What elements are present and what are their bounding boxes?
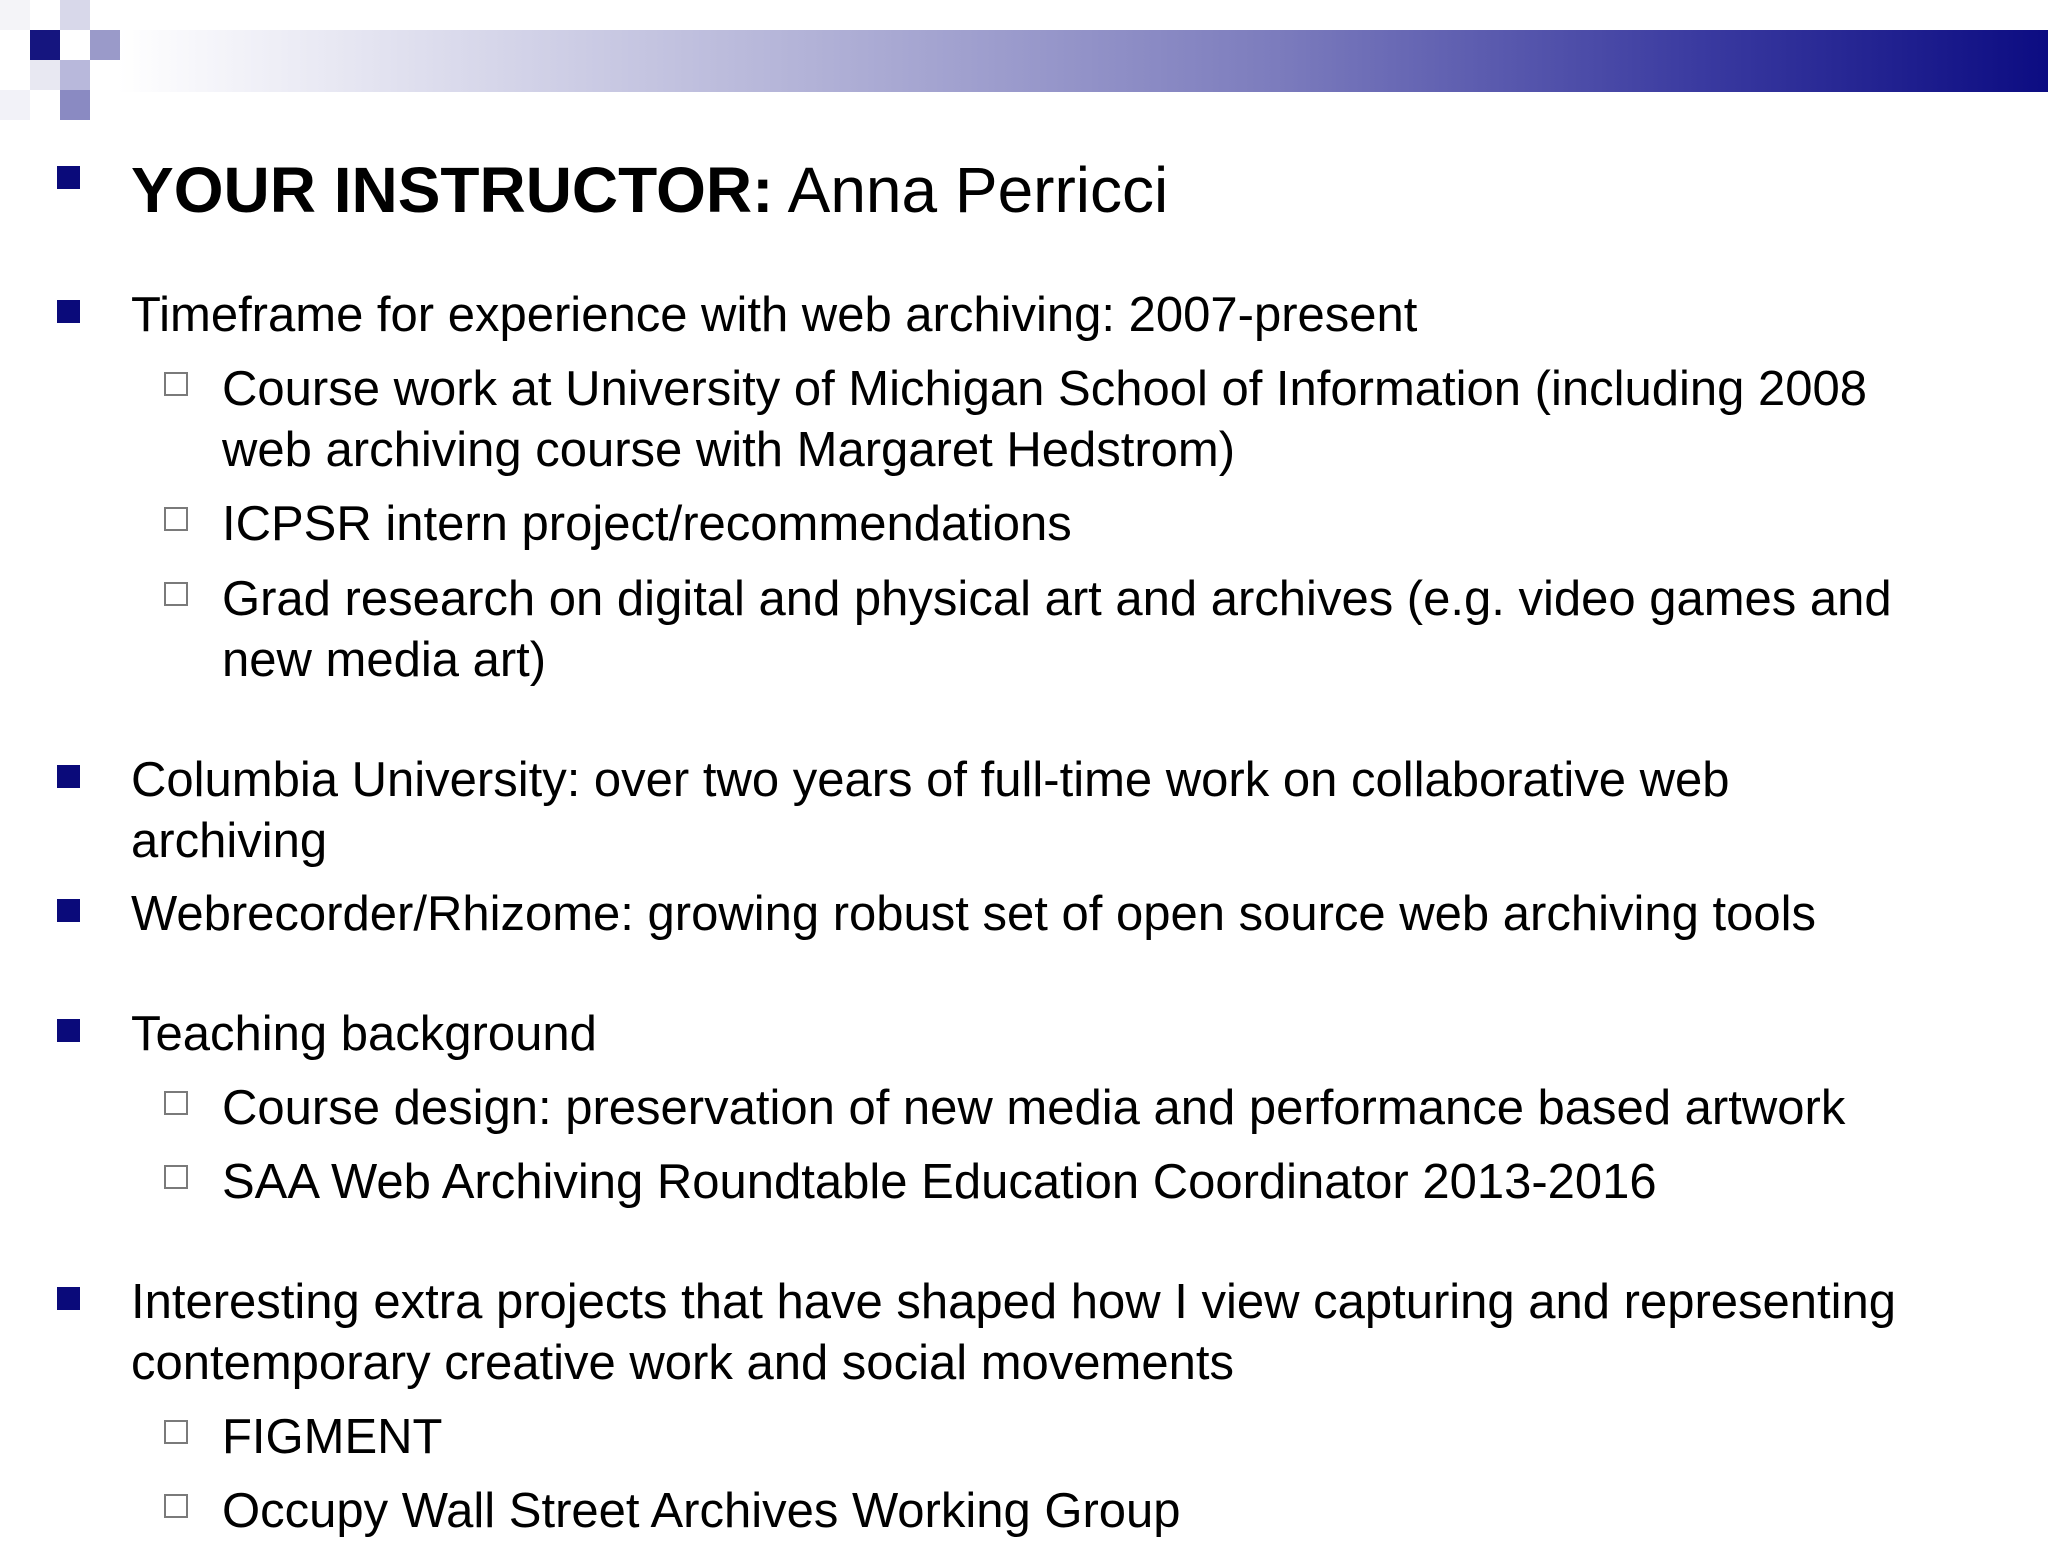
square-bullet-icon	[57, 300, 80, 323]
bullet-text-line1: Columbia University: over two years of full-time work on collaborative web	[131, 753, 1730, 807]
square-bullet-icon	[57, 166, 80, 189]
hollow-square-bullet-icon	[164, 507, 188, 531]
hollow-square-bullet-icon	[164, 1494, 188, 1518]
hollow-square-bullet-icon	[164, 372, 188, 396]
bullet-text-line1: Interesting extra projects that have shaped how I view capturing and representing	[131, 1275, 1897, 1329]
hollow-square-bullet-icon	[164, 582, 188, 606]
title-label: YOUR INSTRUCTOR:	[131, 154, 774, 226]
sub-bullet-text-line2: web archiving course with Margaret Hedstrom)	[222, 423, 1236, 477]
sub-bullet-text: Occupy Wall Street Archives Working Group	[222, 1484, 1181, 1538]
square-bullet-icon	[57, 1019, 80, 1042]
hollow-square-bullet-icon	[164, 1091, 188, 1115]
square-bullet-icon	[57, 899, 80, 922]
instructor-name: Anna Perricci	[787, 154, 1169, 226]
sub-bullet-text-line1: Course work at University of Michigan School of Information (including 2008	[222, 362, 1868, 416]
bullet-text-line2: archiving	[131, 814, 328, 868]
hollow-square-bullet-icon	[164, 1420, 188, 1444]
hollow-square-bullet-icon	[164, 1165, 188, 1189]
sub-bullet-text-line2: new media art)	[222, 633, 547, 687]
sub-bullet-text: FIGMENT	[222, 1410, 443, 1464]
slide-title	[131, 152, 1168, 228]
sub-bullet-text-line1: Grad research on digital and physical art and archives (e.g. video games and	[222, 572, 1892, 626]
sub-bullet-text: Course design: preservation of new media and performance based artwork	[222, 1081, 1846, 1135]
square-bullet-icon	[57, 765, 80, 788]
square-bullet-icon	[57, 1287, 80, 1310]
bullet-text: Teaching background	[131, 1007, 597, 1061]
bullet-text-line2: contemporary creative work and social movements	[131, 1336, 1234, 1390]
sub-bullet-text: ICPSR intern project/recommendations	[222, 497, 1072, 551]
sub-bullet-text: SAA Web Archiving Roundtable Education Coordinator 2013-2016	[222, 1155, 1657, 1209]
bullet-text: Timeframe for experience with web archiving: 2007-present	[131, 288, 1418, 342]
bullet-text: Webrecorder/Rhizome: growing robust set of open source web archiving tools	[131, 887, 1816, 941]
